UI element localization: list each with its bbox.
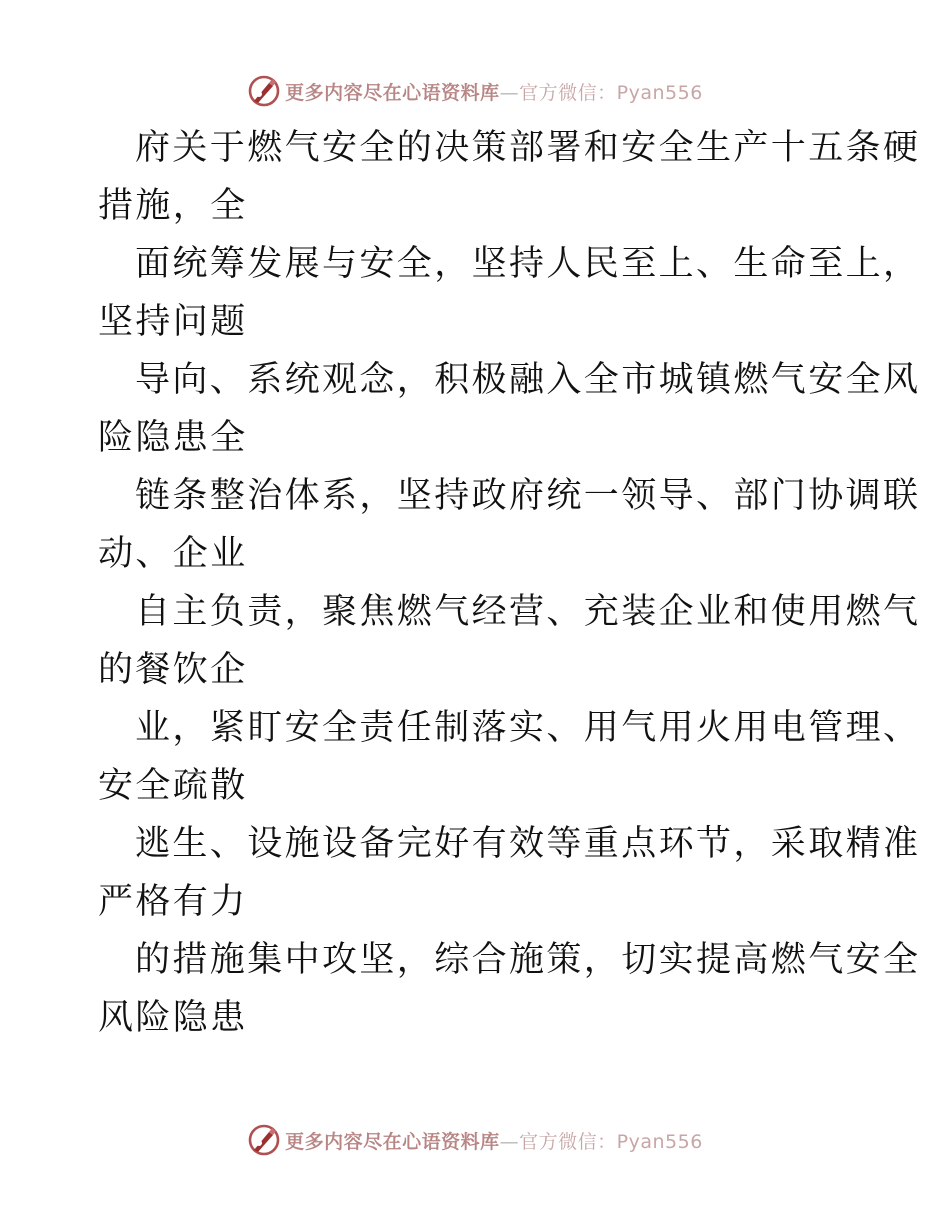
paragraph-line: 坚持问题 <box>98 302 248 342</box>
footer-watermark <box>0 1120 950 1160</box>
paragraph <box>98 815 921 931</box>
paragraph-line: 面统筹发展与安全，坚持人民至上、生命至上， <box>135 244 921 284</box>
paragraph <box>98 583 921 699</box>
circle-pen-logo-icon <box>247 74 281 108</box>
paragraph <box>98 235 921 351</box>
header-watermark <box>0 71 950 111</box>
circle-pen-logo-icon <box>247 1123 281 1157</box>
paragraph-line: 安全疏散 <box>98 766 248 806</box>
watermark-dash: — <box>499 1130 520 1153</box>
document-body <box>98 119 921 1047</box>
watermark-wechat: 官方微信：Pyan556 <box>519 81 703 104</box>
watermark-wechat: 官方微信：Pyan556 <box>519 1130 703 1153</box>
watermark-dash: — <box>499 81 520 104</box>
paragraph-line: 动、企业 <box>98 534 248 574</box>
paragraph-line: 府关于燃气安全的决策部署和安全生产十五条硬 <box>135 128 921 168</box>
paragraph <box>98 699 921 815</box>
paragraph-line: 措施，全 <box>98 186 248 226</box>
paragraph <box>98 119 921 235</box>
paragraph <box>98 351 921 467</box>
watermark-brand: 更多内容尽在心语资料库 <box>285 1130 500 1153</box>
paragraph-line: 自主负责，聚焦燃气经营、充装企业和使用燃气 <box>135 592 921 632</box>
watermark-brand: 更多内容尽在心语资料库 <box>285 81 500 104</box>
paragraph-line: 严格有力 <box>98 882 248 922</box>
paragraph-line: 业，紧盯安全责任制落实、用气用火用电管理、 <box>135 708 921 748</box>
paragraph-line: 险隐患全 <box>98 418 248 458</box>
paragraph-line: 风险隐患 <box>98 998 248 1038</box>
paragraph <box>98 931 921 1047</box>
paragraph-line: 的措施集中攻坚，综合施策，切实提高燃气安全 <box>135 940 921 980</box>
paragraph-line: 逃生、设施设备完好有效等重点环节，采取精准 <box>135 824 921 864</box>
paragraph-line: 导向、系统观念，积极融入全市城镇燃气安全风 <box>135 360 921 400</box>
paragraph <box>98 467 921 583</box>
paragraph-line: 的餐饮企 <box>98 650 248 690</box>
watermark-text <box>285 78 703 105</box>
watermark-text <box>285 1127 703 1154</box>
paragraph-line: 链条整治体系，坚持政府统一领导、部门协调联 <box>135 476 921 516</box>
